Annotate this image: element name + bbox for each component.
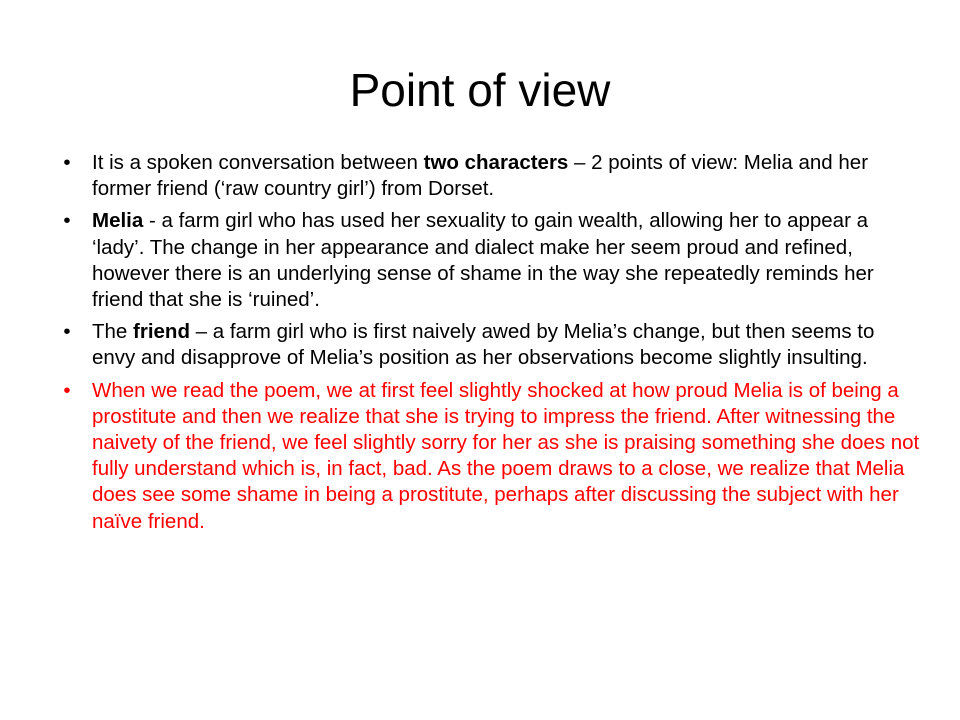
bullet-dot-icon: • [63,151,71,174]
text-run: It is a spoken conversation between [92,151,424,174]
bullet-item-reader-response [60,378,920,535]
bold-term: friend [133,320,190,344]
text-run: The [92,320,134,344]
bullet-text [92,320,874,369]
bullet-list [60,150,920,541]
bullet-dot-icon: • [63,378,71,402]
bold-term: two characters [423,151,569,174]
text-run: – 2 points of view: Melia and her former friend (‘raw country girl’) from Dorset. [92,151,869,201]
bullet-dot-icon: • [63,320,71,344]
slide-title: Point of view [349,64,611,116]
bullet-text [92,379,919,533]
text-run: - a farm girl who has used her sexuality to gain wealth, allowing her to appear a ‘lady’. The change in her appearance and dialect make her seem proud and refined, however there is an underlying sense of shame in the way she repeatedly reminds her friend that she is ‘ruined’. [92,209,874,312]
bullet-item-friend [60,319,920,371]
text-run: – a farm girl who is first naively awed by Melia’s change, but then seems to envy and disapprove of Melia’s position as her observations become slightly insulting. [92,320,875,370]
bullet-text [92,209,874,311]
bullet-text [92,151,868,200]
bullet-item-melia [60,208,920,313]
text-run: When we read the poem, we at first feel slightly shocked at how proud Melia is of being a prostitute and then we realize that she is trying to impress the friend. After witnessing the naivety of the friend, we feel slightly sorry for her as she is praising something she does not fully understand which is, in fact, bad. As the poem draws to a close, we realize that Melia does see some shame in being a prostitute, perhaps after discussing the subject with her naïve friend. [92,378,920,533]
bold-term: Melia [92,209,144,233]
bullet-item-two-characters [60,150,920,202]
bullet-dot-icon: • [63,209,71,233]
